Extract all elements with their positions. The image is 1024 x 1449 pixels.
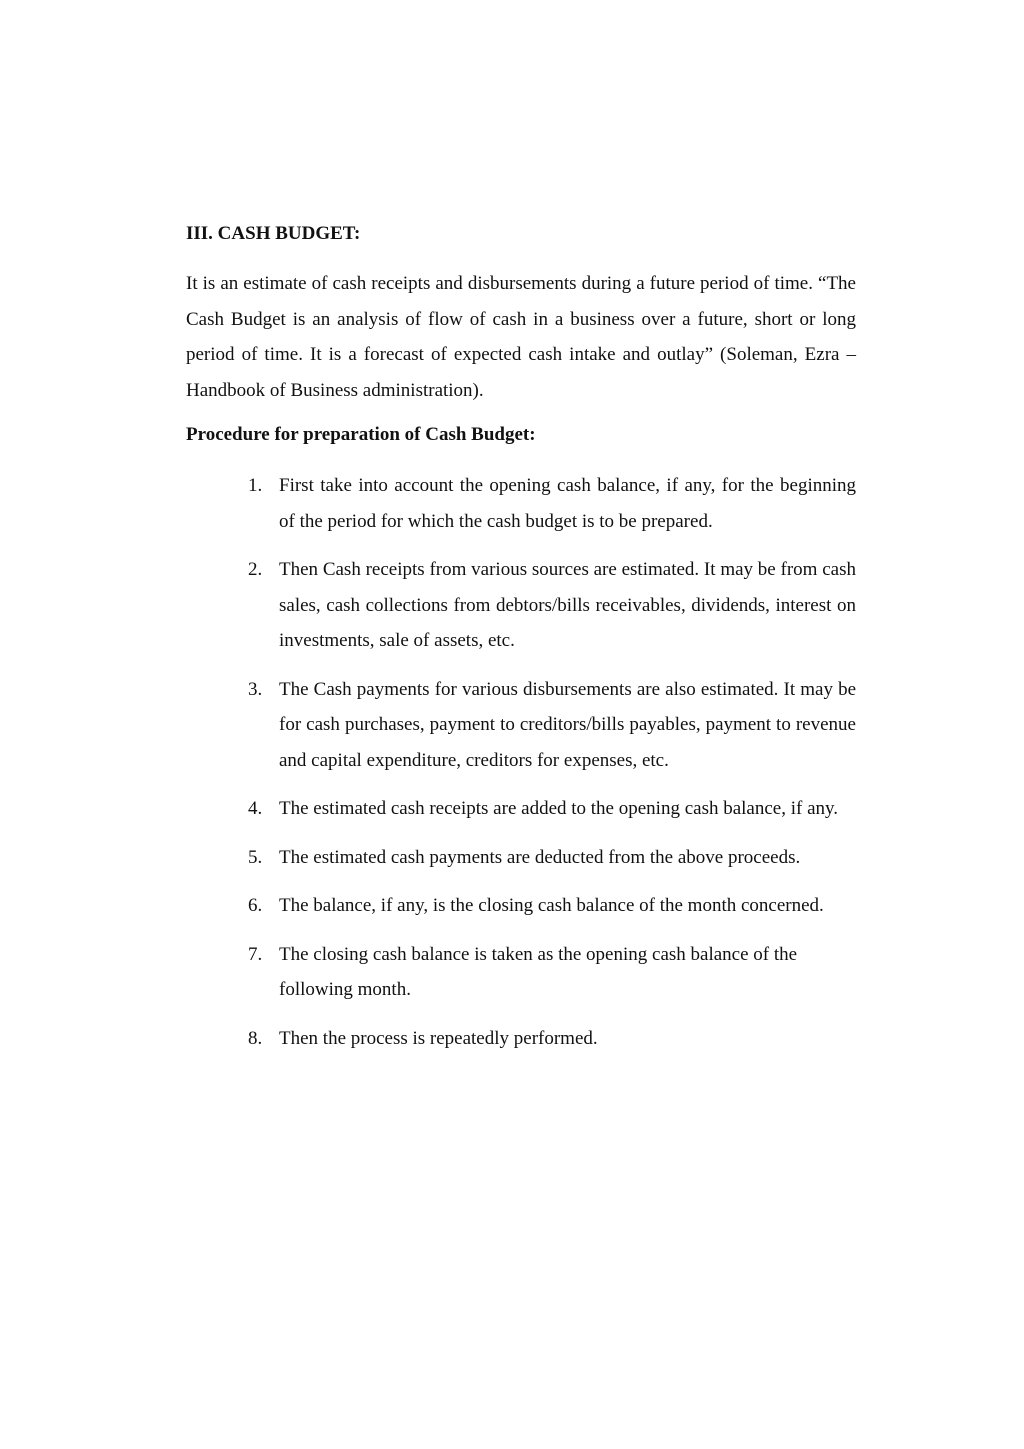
- procedure-step-2: [186, 552, 856, 659]
- intro-paragraph: It is an estimate of cash receipts and disbursements during a future period of time. “The Cash Budget is an analysis of flow of cash in a business over a future, short or long period of time. It is a forecast of expected cash intake and outlay” (Soleman, Ezra – Handbook of Business administration).: [186, 273, 856, 401]
- step-text: Then the process is repeatedly performed.: [279, 1027, 598, 1049]
- step-number: 5.: [248, 846, 263, 868]
- step-text: The Cash payments for various disbursements are also estimated. It may be for cash purchases, payment to creditors/bills payables, payment to revenue and capital expenditure, creditors for expenses, etc.: [279, 678, 856, 771]
- step-number: 2.: [248, 559, 263, 580]
- section-heading: III. CASH BUDGET:: [186, 223, 361, 244]
- procedure-step-6: [186, 888, 856, 924]
- step-text: The estimated cash payments are deducted from the above proceeds.: [279, 846, 801, 868]
- step-number: 6.: [248, 895, 263, 916]
- procedure-step-8: [186, 1021, 856, 1057]
- step-number: 3.: [248, 678, 263, 700]
- procedure-step-7: [186, 937, 856, 1008]
- step-text: First take into account the opening cash balance, if any, for the beginning of the period for which the cash budget is to be prepared.: [279, 475, 856, 532]
- step-number: 1.: [248, 475, 263, 496]
- procedure-step-3: [186, 672, 856, 779]
- step-number: 8.: [248, 1027, 263, 1049]
- procedure-step-4: [186, 791, 856, 827]
- step-text: The estimated cash receipts are added to the opening cash balance, if any.: [279, 798, 839, 819]
- procedure-step-5: [186, 840, 856, 876]
- page-content: [186, 221, 856, 1069]
- step-text: Then Cash receipts from various sources are estimated. It may be from cash sales, cash collections from debtors/bills receivables, dividends, interest on investments, sale of assets, etc.: [279, 559, 856, 651]
- step-text: The closing cash balance is taken as the opening cash balance of the following month.: [279, 943, 798, 1000]
- procedure-heading: Procedure for preparation of Cash Budget:: [186, 424, 536, 445]
- step-number: 4.: [248, 798, 263, 819]
- step-text: The balance, if any, is the closing cash balance of the month concerned.: [279, 895, 824, 916]
- procedure-steps-list: [186, 468, 856, 1056]
- procedure-step-1: [186, 468, 856, 539]
- step-number: 7.: [248, 943, 263, 965]
